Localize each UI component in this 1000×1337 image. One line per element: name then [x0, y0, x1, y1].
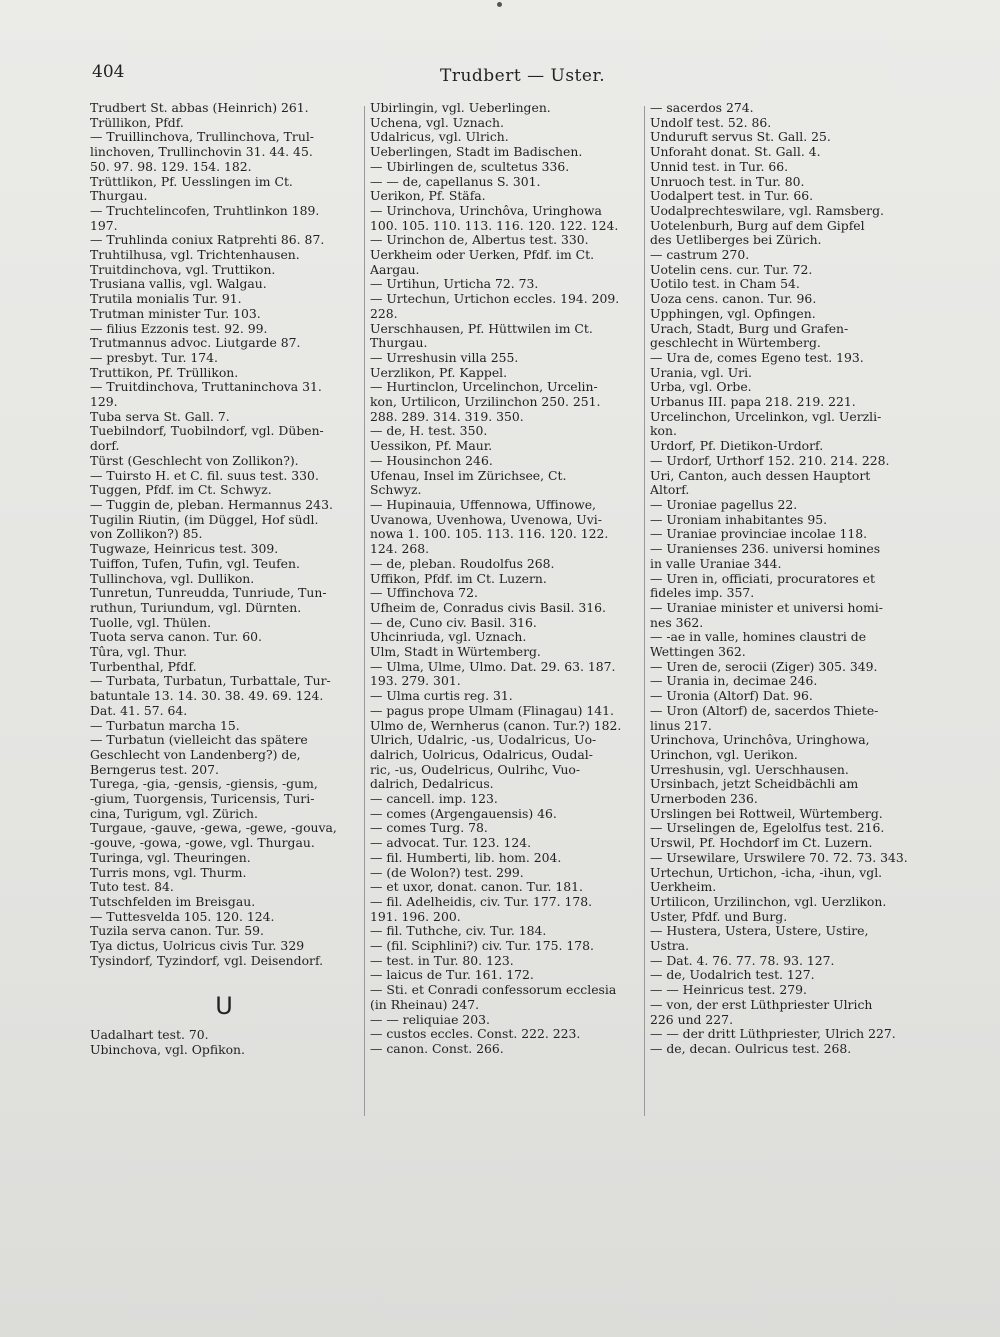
index-line: Geschlecht von Landenberg?) de,	[90, 747, 301, 762]
index-line: Upphingen, vgl. Opfingen.	[650, 306, 816, 321]
index-line: — Truillinchova, Trullinchova, Trul-	[90, 130, 314, 145]
index-line: dorf.	[90, 439, 120, 454]
index-line: Urslingen bei Rottweil, Würtemberg.	[650, 806, 883, 821]
index-line: — (de Wolon?) test. 299.	[370, 865, 524, 880]
index-line: — custos eccles. Const. 222. 223.	[370, 1027, 581, 1042]
index-line: Thurgau.	[90, 189, 148, 204]
index-line: — Uranienses 236. universi homines	[650, 542, 881, 557]
index-line: ric, -us, Oudelricus, Oulrihc, Vuo-	[370, 762, 581, 777]
index-line: — Ursewilare, Urswilere 70. 72. 73. 343.	[650, 850, 908, 865]
index-line: — de, pleban. Roudolfus 268.	[370, 556, 555, 571]
index-line: Unnid test. in Tur. 66.	[650, 159, 789, 174]
index-line: Turgaue, -gauve, -gewa, -gewe, -gouva,	[90, 821, 337, 836]
index-line: — — reliquiae 203.	[370, 1012, 490, 1027]
column-rule-2	[644, 106, 645, 1116]
index-line: in valle Uraniae 344.	[650, 556, 782, 571]
index-line: — fil. Tuthche, civ. Tur. 184.	[370, 924, 547, 939]
index-line: Altorf.	[650, 483, 690, 498]
index-line: — Sti. et Conradi confessorum ecclesia	[370, 983, 617, 998]
index-line: Thurgau.	[370, 336, 428, 351]
index-line: — Ulma, Ulme, Ulmo. Dat. 29. 63. 187.	[370, 659, 616, 674]
index-line: Tuzila serva canon. Tur. 59.	[90, 924, 264, 939]
index-line: — cancell. imp. 123.	[370, 792, 498, 807]
index-line: Tuolle, vgl. Thülen.	[90, 615, 212, 630]
index-line: — Tuggin de, pleban. Hermannus 243.	[90, 497, 333, 512]
index-line: Tuebilndorf, Tuobilndorf, vgl. Düben-	[90, 424, 324, 439]
index-line: — Dat. 4. 76. 77. 78. 93. 127.	[650, 953, 835, 968]
index-line: Urtechun, Urtichon, -icha, -ihun, vgl.	[650, 865, 883, 880]
index-line: Trudbert St. abbas (Heinrich) 261.	[90, 101, 309, 115]
index-column-1	[90, 101, 358, 1058]
index-line: — Truhlinda coniux Ratprehti 86. 87.	[90, 233, 325, 248]
index-line: — de, decan. Oulricus test. 268.	[650, 1042, 852, 1056]
index-line: — pagus prope Ulmam (Flinagau) 141.	[370, 703, 614, 718]
index-line: Wettingen 362.	[650, 645, 746, 660]
index-line: Urinchon, vgl. Uerikon.	[650, 747, 798, 762]
index-line: — advocat. Tur. 123. 124.	[370, 836, 532, 851]
index-line: Uerzlikon, Pf. Kappel.	[370, 365, 508, 380]
index-line: Uerkheim oder Uerken, Pfdf. im Ct.	[370, 248, 595, 263]
index-line: Uessikon, Pf. Maur.	[370, 439, 493, 454]
index-line: Trüllikon, Pfdf.	[90, 115, 184, 130]
index-line: — laicus de Tur. 161. 172.	[370, 968, 534, 983]
index-line: — Uraniae minister et universi homi-	[650, 600, 883, 615]
index-line: Uotilo test. in Cham 54.	[650, 277, 800, 292]
index-line: — Urdorf, Urthorf 152. 210. 214. 228.	[650, 453, 890, 468]
index-line: — Tuttesvelda 105. 120. 124.	[90, 909, 275, 924]
index-line: Urania, vgl. Uri.	[650, 365, 752, 380]
index-line: — comes Turg. 78.	[370, 821, 488, 836]
index-line: 197.	[90, 218, 118, 233]
index-line: nes 362.	[650, 615, 704, 630]
index-line: Uotelenburh, Burg auf dem Gipfel	[650, 218, 865, 233]
index-line: 100. 105. 110. 113. 116. 120. 122. 124.	[370, 218, 619, 233]
index-line: — — Heinricus test. 279.	[650, 983, 807, 998]
index-line: Uvanowa, Uvenhowa, Uvenowa, Uvi-	[370, 512, 602, 527]
index-line: Urreshusin, vgl. Uerschhausen.	[650, 762, 849, 777]
index-line: — de, H. test. 350.	[370, 424, 488, 439]
index-line: 228.	[370, 306, 398, 321]
index-line: Türst (Geschlecht von Zollikon?).	[90, 453, 299, 468]
index-line: — presbyt. Tur. 174.	[90, 350, 218, 365]
index-line: Truitdinchova, vgl. Truttikon.	[90, 262, 276, 277]
index-line: Unruoch test. in Tur. 80.	[650, 174, 805, 189]
index-line: geschlecht in Würtemberg.	[650, 336, 821, 351]
index-line: kon.	[650, 424, 677, 439]
index-line: — fil. Humberti, lib. hom. 204.	[370, 850, 562, 865]
index-line: Uri, Canton, auch dessen Hauptort	[650, 468, 871, 483]
index-line: Truttikon, Pf. Trüllikon.	[90, 365, 239, 380]
index-line: Urba, vgl. Orbe.	[650, 380, 752, 395]
index-line: batuntale 13. 14. 30. 38. 49. 69. 124.	[90, 689, 324, 704]
index-line: Urinchova, Urinchôva, Uringhowa,	[650, 733, 870, 748]
running-head: Trudbert — Uster.	[440, 66, 606, 86]
index-line: — de, Cuno civ. Basil. 316.	[370, 615, 537, 630]
index-line: — (fil. Sciphlini?) civ. Tur. 175. 178.	[370, 939, 594, 954]
index-line: Turbenthal, Pfdf.	[90, 659, 197, 674]
index-line: Trüttlikon, Pf. Uesslingen im Ct.	[90, 174, 293, 189]
index-line: — Ura de, comes Egeno test. 193.	[650, 350, 864, 365]
index-line: Turris mons, vgl. Thurm.	[90, 865, 247, 880]
index-column-3	[650, 101, 922, 1057]
index-line: cina, Turigum, vgl. Zürich.	[90, 806, 258, 821]
index-line: Turega, -gia, -gensis, -giensis, -gum,	[90, 777, 318, 792]
index-line: Unforaht donat. St. Gall. 4.	[650, 145, 821, 160]
index-line: — Urtechun, Urtichon eccles. 194. 209.	[370, 292, 620, 307]
index-line: Uhcinriuda, vgl. Uznach.	[370, 630, 527, 645]
index-line: linus 217.	[650, 718, 712, 733]
index-line: von Zollikon?) 85.	[90, 527, 203, 542]
index-line: 50. 97. 98. 129. 154. 182.	[90, 159, 252, 174]
index-line: ruthun, Turiundum, vgl. Dürnten.	[90, 600, 302, 615]
index-line: Urcelinchon, Urcelinkon, vgl. Uerzli-	[650, 409, 882, 424]
index-line: — et uxor, donat. canon. Tur. 181.	[370, 880, 583, 895]
index-line: Urbanus III. papa 218. 219. 221.	[650, 395, 856, 410]
index-line: — — der dritt Lüthpriester, Ulrich 227.	[650, 1027, 896, 1042]
index-line: Ulmo de, Wernherus (canon. Tur.?) 182.	[370, 718, 622, 733]
index-line: — test. in Tur. 80. 123.	[370, 953, 514, 968]
index-line: Ueberlingen, Stadt im Badischen.	[370, 145, 583, 160]
index-line: Uotelin cens. cur. Tur. 72.	[650, 262, 813, 277]
index-line: Uoza cens. canon. Tur. 96.	[650, 292, 817, 307]
index-line: Tûra, vgl. Thur.	[90, 645, 187, 660]
index-line: — Ulma curtis reg. 31.	[370, 689, 513, 704]
index-line: (in Rheinau) 247.	[370, 997, 480, 1012]
index-line: Uerkheim.	[650, 880, 717, 895]
index-line: Trutila monialis Tur. 91.	[90, 292, 242, 307]
index-line: — Urselingen de, Egelolfus test. 216.	[650, 821, 885, 836]
index-line: Uster, Pfdf. und Burg.	[650, 909, 788, 924]
section-letter: U	[215, 992, 233, 1021]
index-line: — Turbatun marcha 15.	[90, 718, 240, 733]
index-line: — -ae in valle, homines claustri de	[650, 630, 867, 645]
index-line: Uffikon, Pfdf. im Ct. Luzern.	[370, 571, 547, 586]
index-line: linchoven, Trullinchovin 31. 44. 45.	[90, 145, 313, 160]
index-line: Uerschhausen, Pf. Hüttwilen im Ct.	[370, 321, 593, 336]
index-line: dalrich, Dedalricus.	[370, 777, 494, 792]
index-line: Truhtilhusa, vgl. Trichtenhausen.	[90, 248, 300, 263]
index-line: Trutmannus advoc. Liutgarde 87.	[90, 336, 301, 351]
index-line: Tullinchova, vgl. Dullikon.	[90, 571, 255, 586]
index-line: — Ubirlingen de, scultetus 336.	[370, 159, 570, 174]
index-line: Undolf test. 52. 86.	[650, 115, 772, 130]
index-line: — de, Uodalrich test. 127.	[650, 968, 815, 983]
index-line: Ubirlingin, vgl. Ueberlingen.	[370, 101, 551, 115]
index-line: Berngerus test. 207.	[90, 762, 219, 777]
index-line: 191. 196. 200.	[370, 909, 461, 924]
index-line: — Truitdinchova, Truttaninchova 31.	[90, 380, 322, 395]
index-line: Urnerboden 236.	[650, 792, 758, 807]
index-line: — Hurtinclon, Urcelinchon, Urcelin-	[370, 380, 598, 395]
index-line: 226 und 227.	[650, 1012, 734, 1027]
index-line: Urswil, Pf. Hochdorf im Ct. Luzern.	[650, 836, 873, 851]
index-line: kon, Urtilicon, Urzilinchon 250. 251.	[370, 395, 601, 410]
index-line: -gouve, -gowa, -gowe, vgl. Thurgau.	[90, 836, 315, 851]
index-line: — Uren de, serocii (Ziger) 305. 349.	[650, 659, 878, 674]
index-line: — Hustera, Ustera, Ustere, Ustire,	[650, 924, 869, 939]
index-line: Tutschfelden im Breisgau.	[90, 894, 256, 909]
index-line: 193. 279. 301.	[370, 674, 461, 689]
index-line: Tysindorf, Tyzindorf, vgl. Deisendorf.	[90, 953, 324, 968]
index-line: — Housinchon 246.	[370, 453, 493, 468]
index-line: Uodalpert test. in Tur. 66.	[650, 189, 814, 204]
index-line: Urdorf, Pf. Dietikon-Urdorf.	[650, 439, 824, 454]
index-line: Unduruft servus St. Gall. 25.	[650, 130, 831, 145]
index-line: Urtilicon, Urzilinchon, vgl. Uerzlikon.	[650, 894, 887, 909]
index-line: — Uraniae provinciae incolae 118.	[650, 527, 868, 542]
index-line: — Uroniae pagellus 22.	[650, 497, 798, 512]
index-line: — Turbatun (vielleicht das spätere	[90, 733, 308, 748]
index-line: Dat. 41. 57. 64.	[90, 703, 188, 718]
index-line: Ustra.	[650, 939, 690, 954]
index-line: — Truchtelincofen, Truhtlinkon 189.	[90, 203, 320, 218]
index-line: — castrum 270.	[650, 248, 750, 263]
index-line: Ulm, Stadt in Würtemberg.	[370, 645, 541, 660]
index-line: — sacerdos 274.	[650, 101, 754, 115]
index-line: Ursinbach, jetzt Scheidbächli am	[650, 777, 859, 792]
index-line: -gium, Tuorgensis, Turicensis, Turi-	[90, 792, 315, 807]
page-number: 404	[92, 62, 125, 82]
index-line: nowa 1. 100. 105. 113. 116. 120. 122.	[370, 527, 609, 542]
index-line: Tuggen, Pfdf. im Ct. Schwyz.	[90, 483, 272, 498]
index-line: — Uron (Altorf) de, sacerdos Thiete-	[650, 703, 879, 718]
index-line: Tugilin Riutin, (im Düggel, Hof südl.	[90, 512, 319, 527]
index-line: — Uffinchova 72.	[370, 586, 478, 601]
index-line: — Urania in, decimae 246.	[650, 674, 818, 689]
index-line: Uadalhart test. 70.	[90, 1028, 209, 1043]
index-line: Schwyz.	[370, 483, 422, 498]
index-line: Urach, Stadt, Burg und Grafen-	[650, 321, 849, 336]
ink-dot	[497, 2, 502, 7]
index-line: dalrich, Uolricus, Odalricus, Oudal-	[370, 747, 593, 762]
index-line: — Urtihun, Urticha 72. 73.	[370, 277, 539, 292]
index-line: Ulrich, Udalric, -us, Uodalricus, Uo-	[370, 733, 597, 748]
index-line: Uerikon, Pf. Stäfa.	[370, 189, 486, 204]
index-line: Udalricus, vgl. Ulrich.	[370, 130, 509, 145]
index-line: — Turbata, Turbatun, Turbattale, Tur-	[90, 674, 331, 689]
index-line: Ubinchova, vgl. Opfikon.	[90, 1043, 245, 1058]
index-line: des Uetliberges bei Zürich.	[650, 233, 822, 248]
index-line: Tunretun, Tunreudda, Tunriude, Tun-	[90, 586, 327, 601]
index-line: — Uronia (Altorf) Dat. 96.	[650, 689, 813, 704]
index-line: — Uroniam inhabitantes 95.	[650, 512, 828, 527]
index-line: Ufheim de, Conradus civis Basil. 316.	[370, 600, 606, 615]
index-line: — Hupinauia, Uffennowa, Uffinowe,	[370, 497, 596, 512]
index-line: — — de, capellanus S. 301.	[370, 174, 541, 189]
index-line: 129.	[90, 395, 118, 410]
index-line: Aargau.	[370, 262, 420, 277]
index-line: Ufenau, Insel im Zürichsee, Ct.	[370, 468, 567, 483]
index-line: Tugwaze, Heinricus test. 309.	[90, 542, 279, 557]
index-line: fideles imp. 357.	[650, 586, 755, 601]
index-line: Uchena, vgl. Uznach.	[370, 115, 504, 130]
index-line: Tuota serva canon. Tur. 60.	[90, 630, 262, 645]
index-line: — Urinchon de, Albertus test. 330.	[370, 233, 589, 248]
index-line: — comes (Argengauensis) 46.	[370, 806, 557, 821]
index-line: — filius Ezzonis test. 92. 99.	[90, 321, 268, 336]
index-column-2	[370, 101, 636, 1057]
index-line: 124. 268.	[370, 542, 430, 557]
index-line: Tuba serva St. Gall. 7.	[90, 409, 230, 424]
index-line: Tuto test. 84.	[90, 880, 174, 895]
column-rule-1	[364, 106, 365, 1116]
index-line: — fil. Adelheidis, civ. Tur. 177. 178.	[370, 894, 593, 909]
index-line: Trusiana vallis, vgl. Walgau.	[90, 277, 267, 292]
index-line: — canon. Const. 266.	[370, 1042, 504, 1056]
index-line: Tuiffon, Tufen, Tufin, vgl. Teufen.	[90, 556, 300, 571]
index-line: 288. 289. 314. 319. 350.	[370, 409, 524, 424]
index-line: Turinga, vgl. Theuringen.	[90, 850, 251, 865]
index-line: — Tuirsto H. et C. fil. suus test. 330.	[90, 468, 319, 483]
index-line: — Urinchova, Urinchôva, Uringhowa	[370, 203, 602, 218]
index-line: — von, der erst Lüthpriester Ulrich	[650, 997, 873, 1012]
index-line: Trutman minister Tur. 103.	[90, 306, 261, 321]
index-line: Tya dictus, Uolricus civis Tur. 329	[90, 939, 305, 954]
index-line: Uodalprechteswilare, vgl. Ramsberg.	[650, 203, 884, 218]
index-line: — Uren in, officiati, procuratores et	[650, 571, 875, 586]
index-line: — Urreshusin villa 255.	[370, 350, 519, 365]
